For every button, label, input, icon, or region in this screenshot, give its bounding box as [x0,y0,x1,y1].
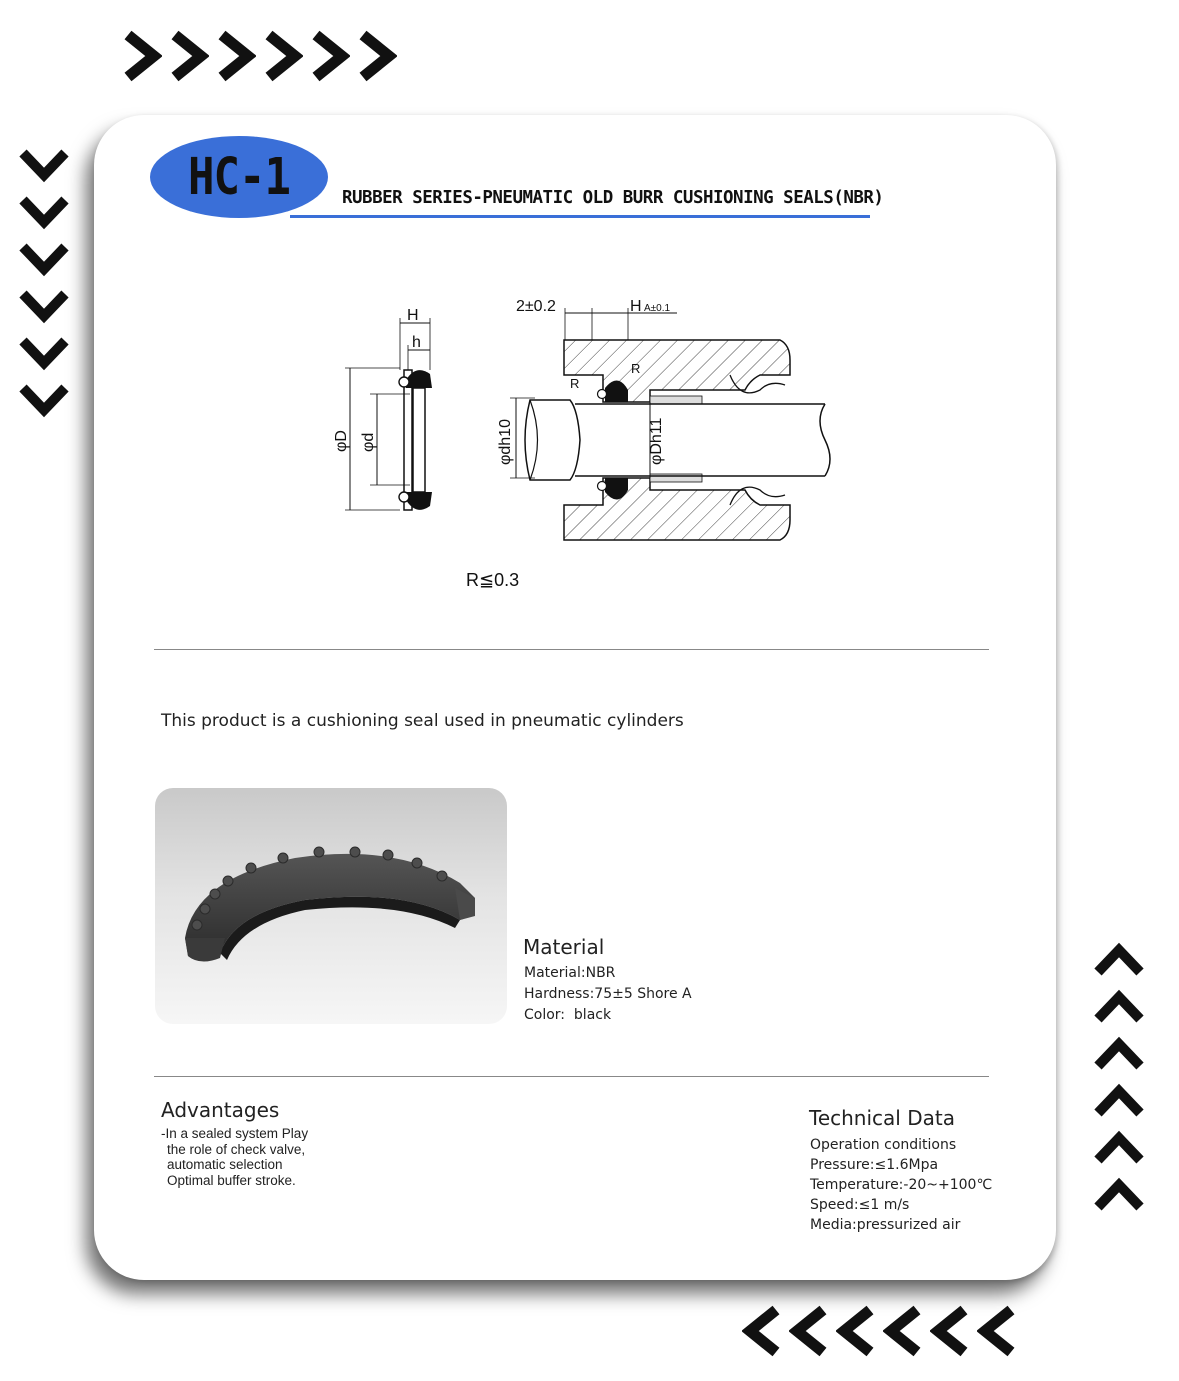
technical-heading: Technical Data [809,1106,955,1130]
chevron-row-bottom [742,1305,1017,1357]
advantages-heading: Advantages [161,1098,280,1122]
technical-line: Temperature:-20~+100℃ [810,1177,993,1193]
technical-line: Operation conditions [810,1137,957,1153]
chevron-up-icon [1093,942,1145,978]
chevron-up-icon [1093,1036,1145,1072]
seal-cross-section [333,307,432,510]
technical-line: Media:pressurized air [810,1217,961,1233]
product-photo [155,788,507,1024]
chevron-left-icon [789,1305,829,1357]
label-dh10: φdh10 [497,419,514,465]
chevron-down-icon [18,288,70,324]
label-D: φD [333,430,350,452]
radius-note: R≦0.3 [466,570,520,590]
chevron-down-icon [18,194,70,230]
color-line: Color: black [524,1007,612,1023]
chevron-left-icon [930,1305,970,1357]
chevron-right-icon [216,30,256,82]
label-d: φd [360,432,377,452]
hardness-line: Hardness:75±5 Shore A [524,986,692,1002]
chevron-left-icon [742,1305,782,1357]
seal-technical-drawing [320,290,840,600]
chevron-up-icon [1093,1083,1145,1119]
chevron-column-left [18,147,70,418]
divider-bottom [154,1076,989,1077]
label-H: H [407,307,419,324]
label-groove-width: 2±0.2 [516,298,556,315]
title-underline [290,215,870,218]
chevron-right-icon [357,30,397,82]
material-heading: Material [523,935,605,959]
installation-drawing [497,298,830,540]
label-R2: R [631,361,641,376]
label-h: h [412,334,421,351]
chevron-left-icon [836,1305,876,1357]
chevron-right-icon [310,30,350,82]
chevron-up-icon [1093,1177,1145,1213]
advantages-line: the role of check valve, [167,1141,306,1157]
material-line: Material:NBR [524,965,616,981]
technical-list [810,1135,992,1235]
model-code: HC-1 [188,147,290,207]
product-description: This product is a cushioning seal used in pneumatic cylinders [161,711,684,731]
chevron-column-right [1093,942,1145,1213]
series-title: RUBBER SERIES-PNEUMATIC OLD BURR CUSHIONING SEALS(NBR) [342,187,884,208]
chevron-row-top [122,30,397,82]
model-badge [150,136,328,218]
chevron-up-icon [1093,989,1145,1025]
chevron-down-icon [18,241,70,277]
chevron-right-icon [263,30,303,82]
technical-line: Speed:≤1 m/s [810,1197,910,1213]
label-Dh11: φDh11 [648,417,665,465]
advantages-line: -In a sealed system Play [161,1126,309,1141]
chevron-down-icon [18,335,70,371]
chevron-up-icon [1093,1130,1145,1166]
label-HA: H [630,298,642,315]
advantages-line: Optimal buffer stroke. [167,1172,296,1188]
chevron-down-icon [18,382,70,418]
technical-line: Pressure:≤1.6Mpa [810,1157,939,1173]
label-HA-tol: A±0.1 [644,303,671,314]
advantages-list [161,1126,308,1188]
label-R1: R [570,376,580,391]
chevron-left-icon [883,1305,923,1357]
chevron-down-icon [18,147,70,183]
chevron-right-icon [122,30,162,82]
chevron-left-icon [977,1305,1017,1357]
chevron-right-icon [169,30,209,82]
advantages-line: automatic selection [167,1157,283,1172]
divider-top [154,649,989,650]
